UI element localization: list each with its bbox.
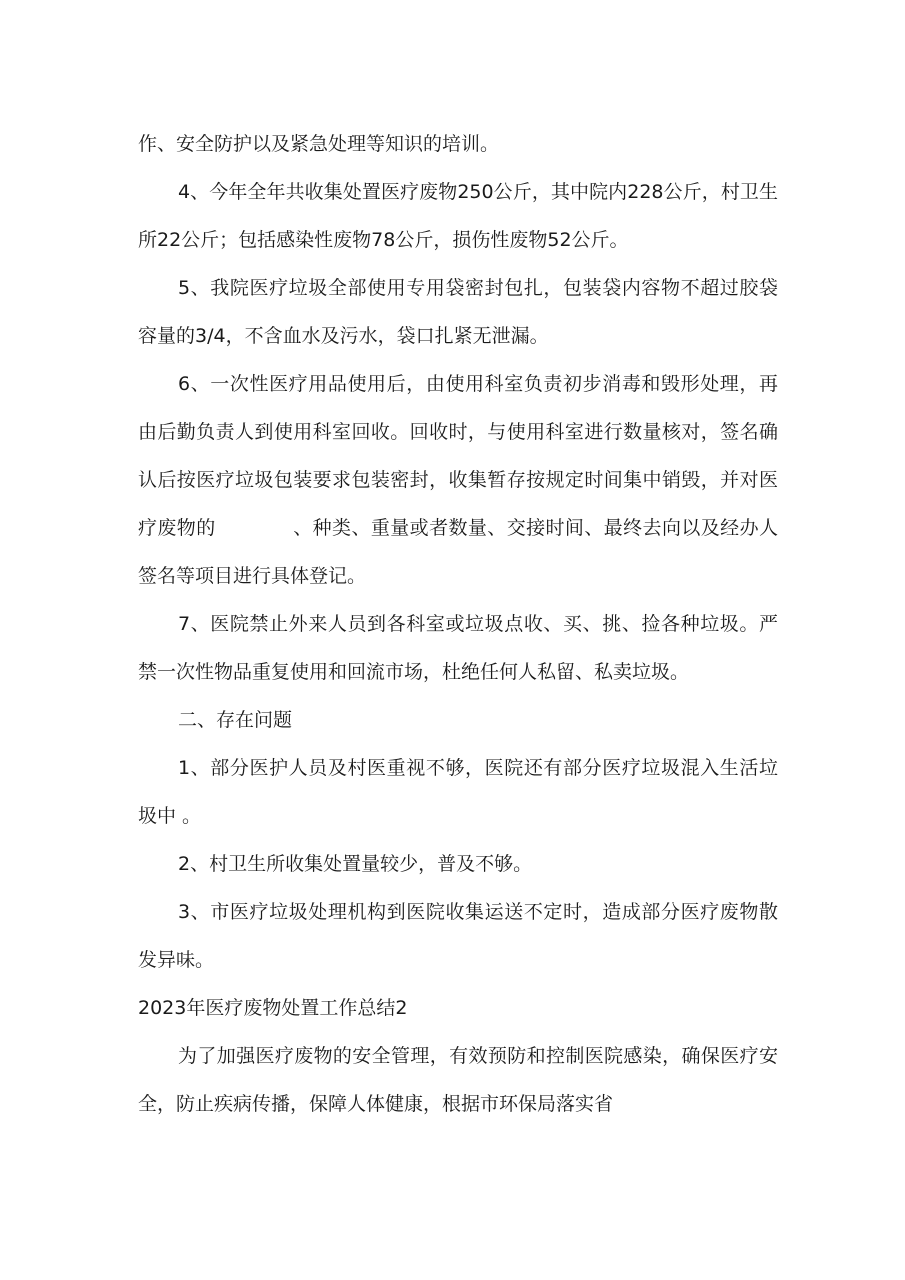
section-heading-problems: 二、存在问题 [178,709,293,731]
paragraph-item-6-disposable-items: 6、一次性医疗用品使用后，由使用科室负责初步消毒和毁形处理，再由后勤负责人到使用科室回收。回收时，与使用科室进行数量核对，签名确认后按医疗垃圾包装要求包装密封，收集暂存按规定时间集中销毁，并对医疗废物的 、种类、重量或者数量、交接时间、最终去向以及经办人签名等项目进行具体登记。 [138,373,778,587]
paragraph-problem-3: 3、市医疗垃圾处理机构到医院收集运送不定时，造成部分医疗废物散发异味。 [138,901,778,971]
paragraph-item-5-sealed-bags: 5、我院医疗垃圾全部使用专用袋密封包扎，包装袋内容物不超过胶袋容量的3/4，不含血水及污水，袋口扎紧无泄漏。 [138,277,778,347]
paragraph-item-4-waste-quantity: 4、今年全年共收集处置医疗废物250公斤，其中院内228公斤，村卫生所22公斤；包括感染性废物78公斤，损伤性废物52公斤。 [138,181,778,251]
document-title-summary-2: 2023年医疗废物处置工作总结2 [138,997,408,1019]
document-body [138,120,778,1128]
paragraph-problem-2: 2、村卫生所收集处置量较少，普及不够。 [178,853,533,875]
paragraph-problem-1: 1、部分医护人员及村医重视不够，医院还有部分医疗垃圾混入生活垃圾中 。 [138,757,778,827]
paragraph-training-continuation: 作、安全防护以及紧急处理等知识的培训。 [138,133,500,155]
paragraph-item-7-prohibition: 7、医院禁止外来人员到各科室或垃圾点收、买、挑、捡各种垃圾。严禁一次性物品重复使用和回流市场，杜绝任何人私留、私卖垃圾。 [138,613,778,683]
paragraph-summary-2-intro: 为了加强医疗废物的安全管理，有效预防和控制医院感染，确保医疗安全，防止疾病传播，保障人体健康，根据市环保局落实省 [138,1045,778,1115]
